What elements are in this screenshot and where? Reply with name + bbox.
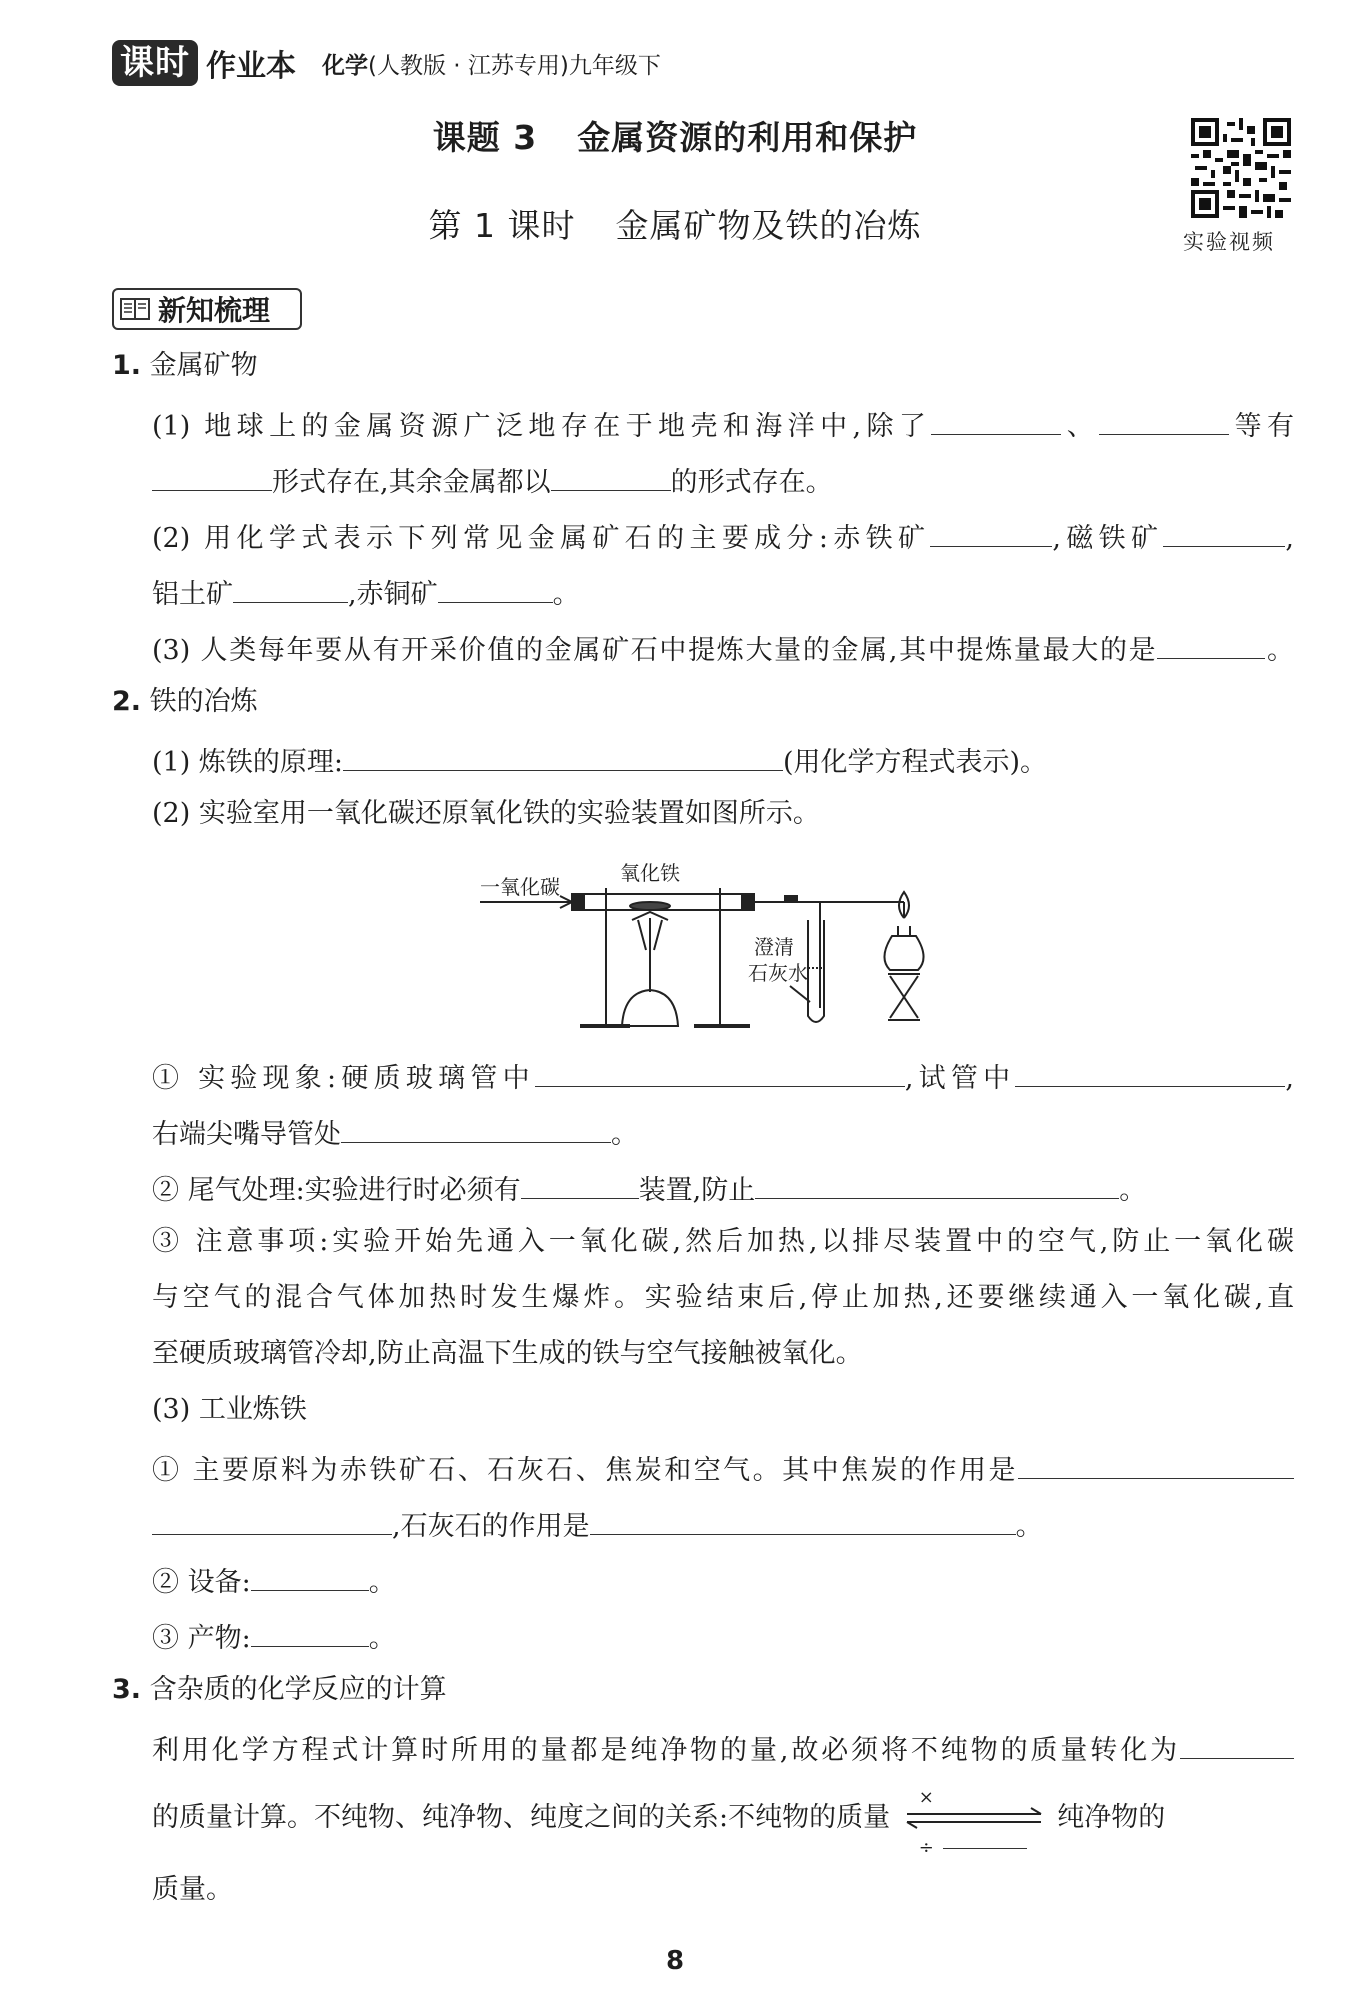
- question-number: 2.: [112, 686, 142, 717]
- q1-1-line-1: [152, 404, 1294, 445]
- text: 利用化学方程式计算时所用的量都是纯净物的量,故必须将不纯物的质量转化为: [152, 1735, 1180, 1766]
- notes-line-3: [152, 1336, 863, 1372]
- answer-blank[interactable]: [535, 1056, 905, 1087]
- period-number: 第 1 课时: [428, 206, 576, 245]
- times-sign: ×: [918, 1787, 934, 1808]
- text: 。: [1119, 1175, 1147, 1206]
- answer-blank[interactable]: [930, 516, 1052, 547]
- text: (3) 人类每年要从有开采价值的金属矿石中提炼大量的金属,其中提炼量最大的是: [152, 635, 1158, 666]
- question-number: 3.: [112, 1674, 142, 1705]
- text: 与空气的混合气体加热时发生爆炸。实验结束后,停止加热,还要继续通入一氧化碳,直: [152, 1282, 1294, 1313]
- answer-blank[interactable]: [343, 740, 783, 771]
- section-tag: [112, 288, 302, 330]
- text: (用化学方程式表示)。: [782, 747, 1048, 778]
- text: 。: [368, 1623, 396, 1654]
- text: ,: [1285, 523, 1294, 554]
- text: 。: [552, 579, 580, 610]
- text: 形式存在,其余金属都以: [272, 467, 551, 498]
- lesson-name: 金属资源的利用和保护: [577, 118, 918, 157]
- label-limewater-line-2: 石灰水: [748, 961, 808, 985]
- answer-blank[interactable]: [931, 404, 1061, 435]
- text: ,试管中: [904, 1063, 1016, 1094]
- answer-blank[interactable]: [438, 572, 553, 603]
- brand-name: 作业本: [206, 49, 296, 84]
- question-2-heading: [112, 684, 258, 720]
- text: ,赤铜矿: [348, 579, 438, 610]
- lesson-subtitle: [0, 200, 1350, 247]
- observation-line-1: [152, 1056, 1294, 1097]
- product-line: [152, 1616, 396, 1657]
- text: 质量。: [152, 1874, 233, 1905]
- text: 的质量计算。不纯物、纯净物、纯度之间的关系:不纯物的质量: [152, 1802, 891, 1833]
- equipment-line: [152, 1560, 396, 1601]
- text: ③ 注意事项:实验开始先通入一氧化碳,然后加热,以排尽装置中的空气,防止一氧化碳: [152, 1226, 1294, 1257]
- question-title: 铁的冶炼: [149, 686, 258, 717]
- text: ① 实验现象:硬质玻璃管中: [152, 1063, 535, 1094]
- text: 的形式存在。: [670, 467, 833, 498]
- notes-line-2: [152, 1280, 1294, 1316]
- question-title: 金属矿物: [149, 350, 258, 381]
- text: ② 尾气处理:实验进行时必须有: [152, 1175, 521, 1206]
- answer-blank[interactable]: [521, 1168, 639, 1199]
- observation-line-2: [152, 1112, 638, 1153]
- q1-1-line-2: [152, 460, 833, 501]
- text: ③ 产物:: [152, 1623, 251, 1654]
- answer-blank[interactable]: [551, 460, 671, 491]
- text: (2) 用化学式表示下列常见金属矿石的主要成分:赤铁矿: [152, 523, 931, 554]
- answer-blank[interactable]: [1163, 516, 1285, 547]
- label-limewater-line-1: 澄清: [754, 935, 794, 959]
- answer-blank[interactable]: [251, 1560, 369, 1591]
- industrial-line-2: [152, 1504, 1043, 1545]
- q2-1-line: [152, 740, 1047, 781]
- answer-blank[interactable]: [1180, 1728, 1294, 1759]
- tail-gas-line: [152, 1168, 1146, 1209]
- page-number: 8: [665, 1946, 685, 1976]
- subject: 化学: [322, 52, 368, 79]
- answer-blank[interactable]: [341, 1112, 611, 1143]
- answer-blank[interactable]: [1157, 628, 1265, 659]
- q1-2-line-2: [152, 572, 580, 613]
- q3-line-1: [152, 1728, 1294, 1769]
- book-icon: [120, 297, 150, 321]
- co-reduction-apparatus-diagram: [480, 858, 980, 1038]
- q3-line-3: [152, 1872, 233, 1908]
- text: (1) 地球上的金属资源广泛地存在于地壳和海洋中,除了: [152, 411, 932, 442]
- industrial-heading: [152, 1392, 307, 1428]
- text: ② 设备:: [152, 1567, 251, 1598]
- answer-blank[interactable]: [251, 1616, 369, 1647]
- text: 、: [1061, 411, 1100, 442]
- qr-code-icon[interactable]: [1191, 118, 1291, 218]
- answer-blank[interactable]: [1018, 1448, 1294, 1479]
- label-ferric-oxide: 氧化铁: [620, 861, 680, 885]
- text: ① 主要原料为赤铁矿石、石灰石、焦炭和空气。其中焦炭的作用是: [152, 1455, 1018, 1486]
- brand-badge: 课时: [112, 40, 198, 86]
- answer-blank[interactable]: [590, 1504, 1016, 1535]
- lesson-title: [0, 112, 1350, 159]
- industrial-line-1: [152, 1448, 1294, 1489]
- answer-blank[interactable]: [1015, 1056, 1285, 1087]
- edition: (人教版 · 江苏专用)九年级下: [368, 52, 661, 79]
- page-header: [112, 38, 661, 88]
- answer-blank[interactable]: [233, 572, 348, 603]
- qr-caption: 实验视频: [1183, 230, 1275, 254]
- divide-sign: ÷: [918, 1837, 934, 1858]
- text: 。: [1015, 1511, 1043, 1542]
- text: (3) 工业炼铁: [152, 1394, 307, 1425]
- text: 。: [1265, 635, 1294, 666]
- answer-blank[interactable]: [943, 1822, 1027, 1849]
- text: 至硬质玻璃管冷却,防止高温下生成的铁与空气接触被氧化。: [152, 1338, 863, 1369]
- text: 装置,防止: [638, 1175, 756, 1206]
- label-co: 一氧化碳: [480, 875, 560, 899]
- conversion-arrows: [899, 1787, 1049, 1858]
- text: 。: [611, 1119, 638, 1150]
- question-title: 含杂质的化学反应的计算: [149, 1674, 447, 1705]
- q2-2-line: [152, 796, 820, 832]
- text: ,磁铁矿: [1052, 523, 1164, 554]
- answer-blank[interactable]: [1099, 404, 1229, 435]
- q1-3-line: [152, 628, 1294, 669]
- text: 纯净物的: [1057, 1802, 1166, 1833]
- notes-line-1: [152, 1224, 1294, 1260]
- q1-2-line-1: [152, 516, 1294, 557]
- q3-line-2: [152, 1787, 1294, 1858]
- text: ,石灰石的作用是: [392, 1511, 590, 1542]
- answer-blank[interactable]: [152, 460, 272, 491]
- question-3-heading: [112, 1672, 447, 1708]
- question-1-heading: [112, 348, 258, 384]
- question-number: 1.: [112, 350, 142, 381]
- answer-blank[interactable]: [152, 1504, 392, 1535]
- text: ,: [1285, 1063, 1294, 1094]
- period-name: 金属矿物及铁的冶炼: [615, 206, 922, 245]
- answer-blank[interactable]: [755, 1168, 1119, 1199]
- text: 右端尖嘴导管处: [152, 1119, 341, 1150]
- text: (1) 炼铁的原理:: [152, 747, 343, 778]
- lesson-number: 课题 3: [432, 118, 538, 157]
- section-tag-label: 新知梳理: [158, 294, 271, 327]
- book-info: [322, 47, 661, 80]
- text: 。: [368, 1567, 396, 1598]
- text: (2) 实验室用一氧化碳还原氧化铁的实验装置如图所示。: [152, 798, 820, 829]
- text: 铝土矿: [152, 579, 233, 610]
- text: 等有: [1229, 411, 1294, 442]
